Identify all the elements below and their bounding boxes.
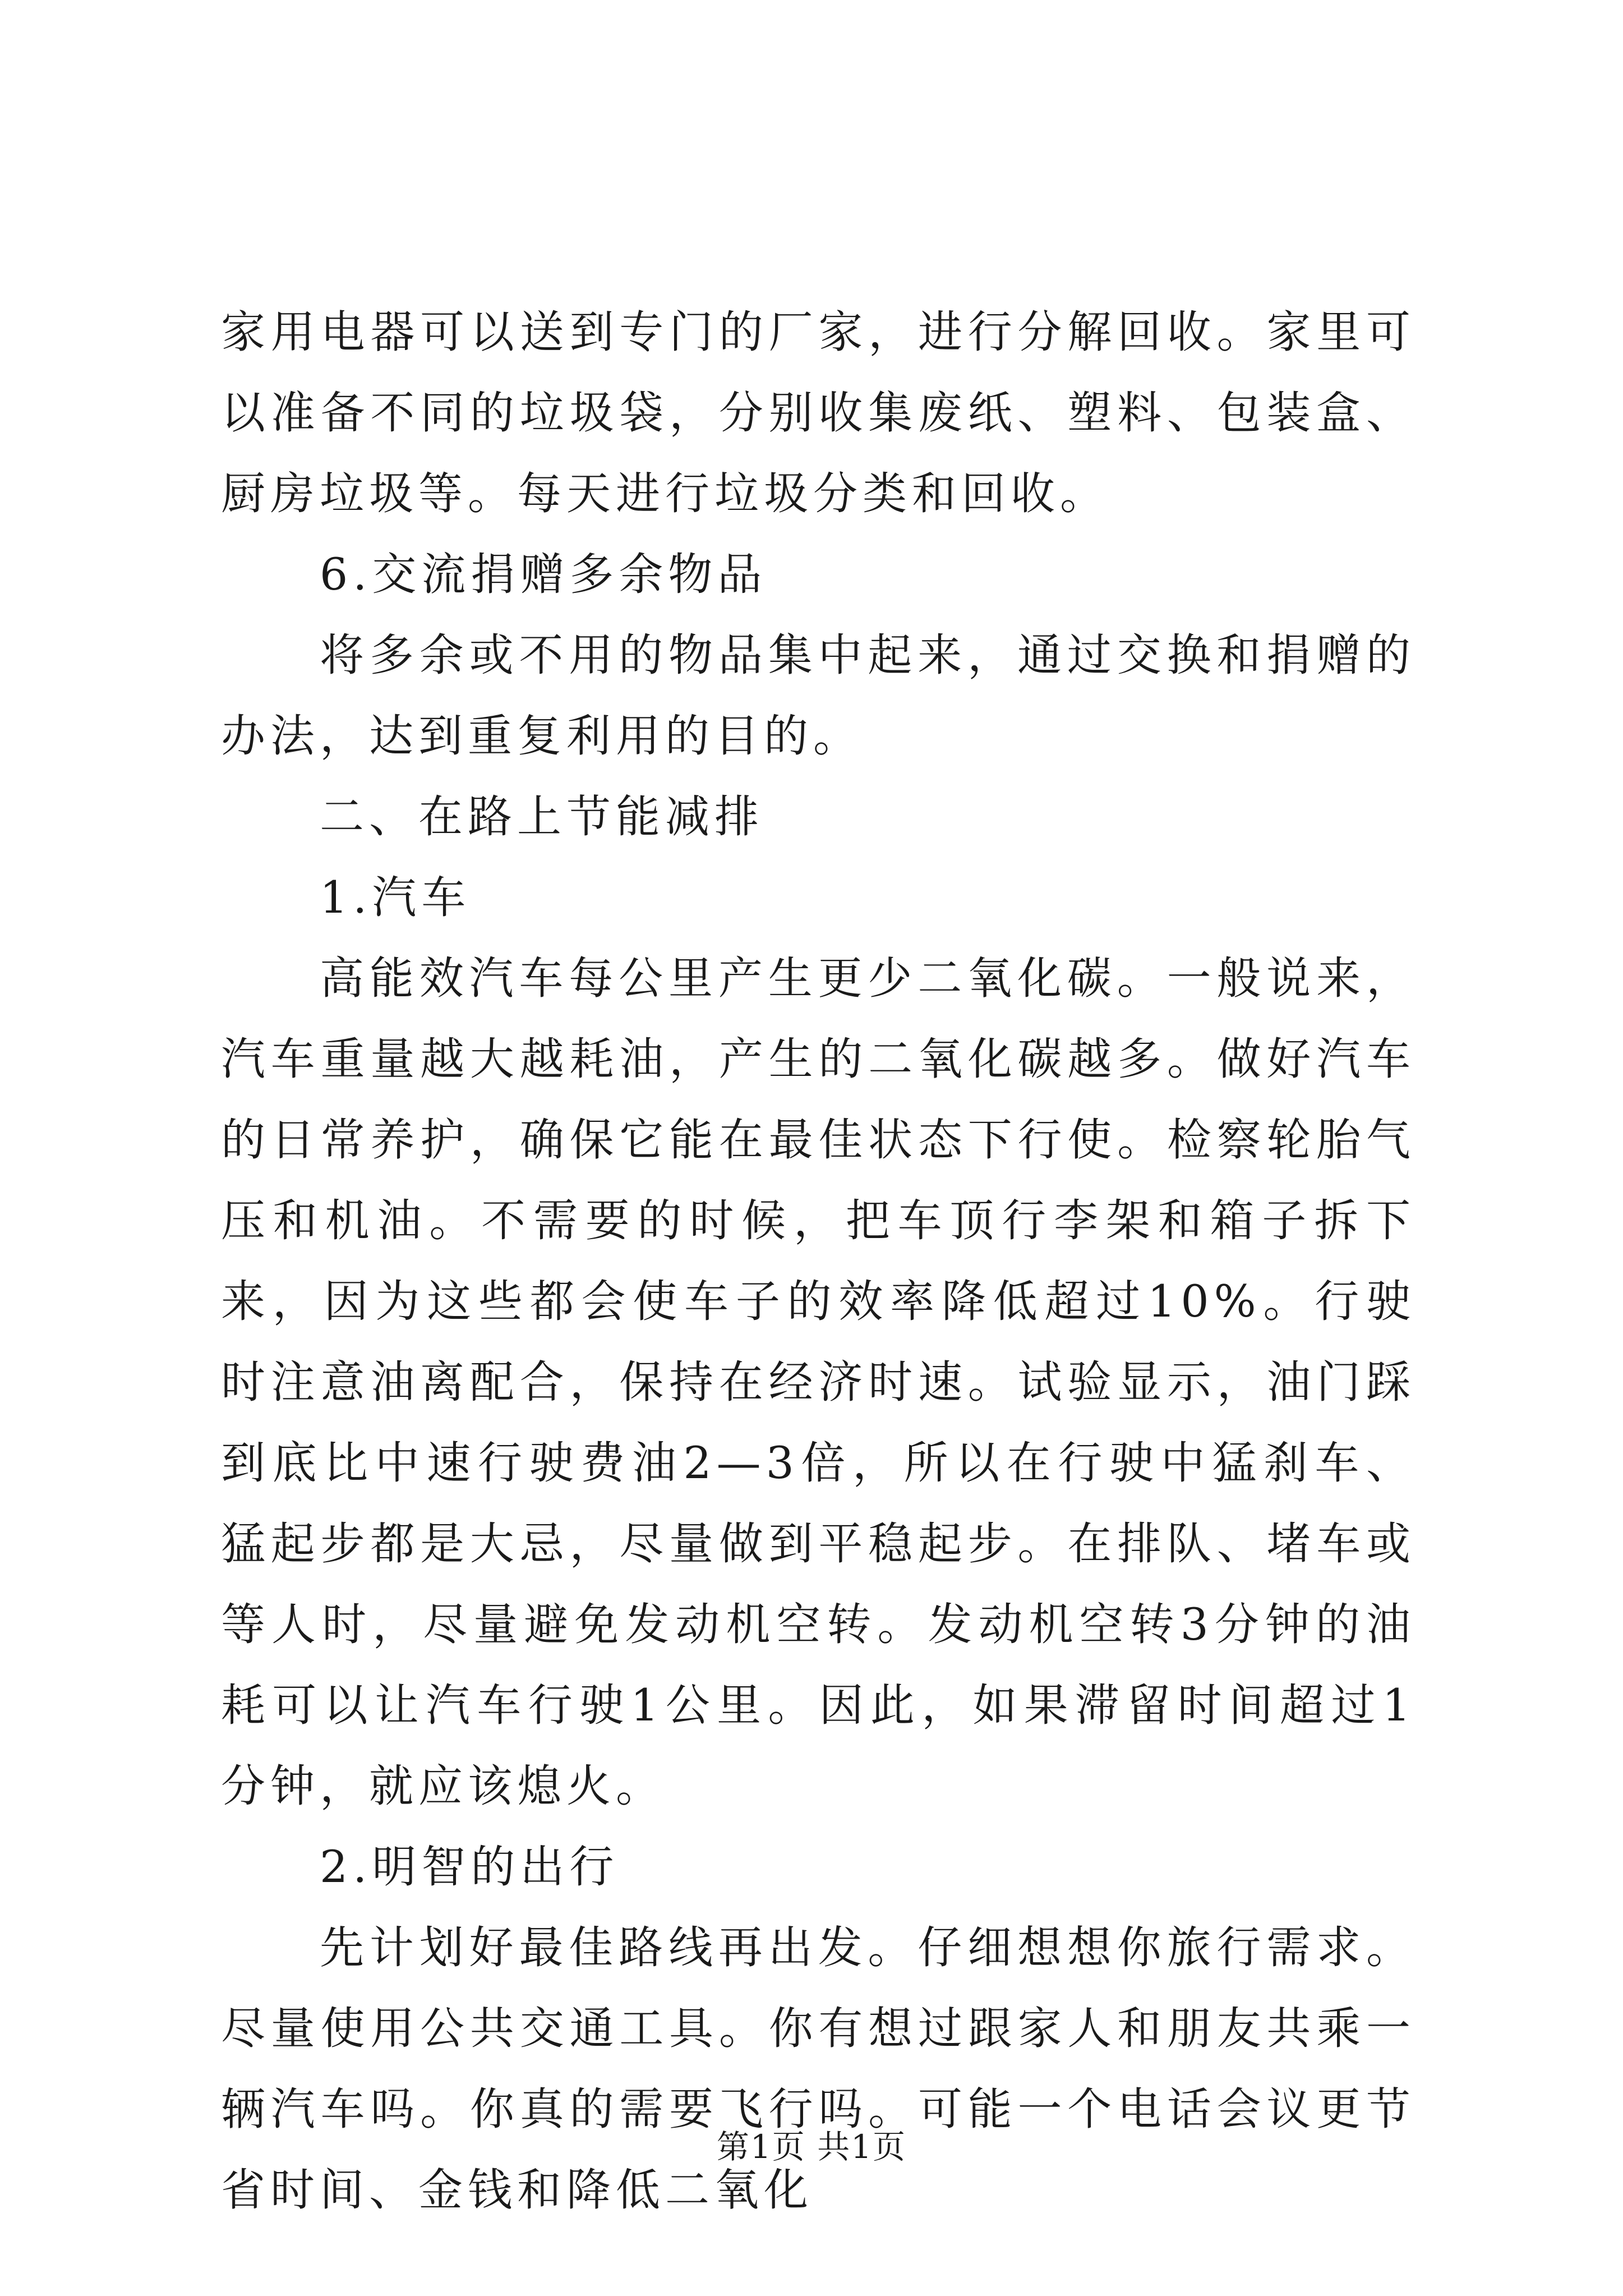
section-heading-on-road: 二、在路上节能减排 [320, 791, 764, 843]
paragraph-recycling: 家用电器可以送到专门的厂家，进行分解回收。家里可以准备不同的垃圾袋，分别收集废纸、塑料、包装盒、厨房垃圾等。每天进行垃圾分类和回收。 [221, 306, 1415, 519]
heading-smart-travel: 2.明智的出行 [320, 1841, 619, 1893]
heading-car: 1.汽车 [320, 872, 471, 923]
document-body [221, 292, 1415, 2230]
heading-exchange-donate: 6.交流捐赠多余物品 [320, 549, 767, 600]
paragraph-smart-travel: 先计划好最佳路线再出发。仔细想想你旅行需求。尽量使用公共交通工具。你有想过跟家人和朋友共乘一辆汽车吗。你真的需要飞行吗。可能一个电话会议更节省时间、金钱和降低二氧化 [221, 1922, 1415, 2216]
page-number-footer: 第1页 共1页 [716, 2128, 907, 2166]
paragraph-exchange-donate: 将多余或不用的物品集中起来，通过交换和捐赠的办法，达到重复利用的目的。 [221, 629, 1415, 762]
paragraph-car: 高能效汽车每公里产生更少二氧化碳。一般说来，汽车重量越大越耗油，产生的二氧化碳越多。做好汽车的日常养护，确保它能在最佳状态下行使。检察轮胎气压和机油。不需要的时候，把车顶行李架和箱子拆下来，因为这些都会使车子的效率降低超过10%。行驶时注意油离配合，保持在经济时速。试验显示，油门踩到底比中速行驶费油2—3倍，所以在行驶中猛刹车、猛起步都是大忌，尽量做到平稳起步。在排队、堵车或等人时，尽量避免发动机空转。发动机空转3分钟的油耗可以让汽车行驶1公里。因此，如果滞留时间超过1分钟，就应该熄火。 [221, 953, 1415, 1812]
